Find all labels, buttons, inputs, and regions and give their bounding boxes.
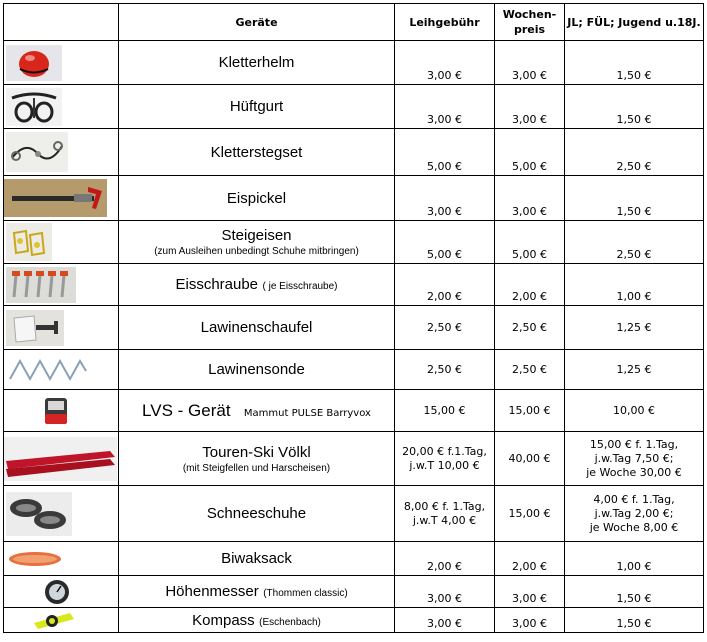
item-note: (zum Ausleihen unbedingt Schuhe mitbringen): [154, 246, 359, 257]
item-name: Kletterstegset: [210, 143, 303, 161]
youth-price-cell: 15,00 € f. 1.Tag, j.w.Tag 7,50 €; je Woche 30,00 €: [565, 432, 704, 486]
fee-cell: 2,50 €: [395, 350, 495, 390]
harness-icon: [4, 85, 119, 129]
youth-price-cell: 2,50 €: [565, 221, 704, 264]
fee-cell: 3,00 €: [395, 576, 495, 608]
week-price-cell: 3,00 €: [495, 176, 565, 221]
week-price-cell: 2,00 €: [495, 264, 565, 306]
avalanche-probe-icon: [4, 350, 119, 390]
youth-price-cell: 1,50 €: [565, 85, 704, 129]
youth-price-cell: 2,50 €: [565, 129, 704, 176]
fee-cell: 8,00 € f. 1.Tag, j.w.T 4,00 €: [395, 486, 495, 542]
table-row: [4, 432, 704, 486]
fee-cell: 3,00 €: [395, 176, 495, 221]
week-price-cell: 5,00 €: [495, 221, 565, 264]
touring-ski-icon: [4, 432, 119, 486]
item-name: Eisschraube: [175, 276, 259, 293]
table-row: [4, 176, 704, 221]
compass-icon: [4, 608, 119, 633]
youth-price-cell: 1,50 €: [565, 41, 704, 85]
table-row: [4, 129, 704, 176]
week-price-cell: 2,50 €: [495, 306, 565, 350]
table-header-row: [4, 4, 704, 41]
youth-price-cell: 4,00 € f. 1.Tag, j.w.Tag 2,00 €; je Woche 8,00 €: [565, 486, 704, 542]
crampons-icon: [4, 221, 119, 264]
table-row: [4, 608, 704, 633]
week-price-cell: 40,00 €: [495, 432, 565, 486]
youth-price-cell: 1,50 €: [565, 576, 704, 608]
week-price-cell: 3,00 €: [495, 85, 565, 129]
week-price-cell: 3,00 €: [495, 576, 565, 608]
item-name: Biwaksack: [221, 550, 292, 567]
header-image: [4, 4, 119, 41]
header-week-price: Wochen- preis: [495, 4, 565, 41]
item-name: Steigeisen: [221, 227, 292, 244]
youth-price-cell: 1,00 €: [565, 542, 704, 576]
fee-cell: 3,00 €: [395, 41, 495, 85]
youth-price-cell: 1,00 €: [565, 264, 704, 306]
item-note: ( je Eisschraube): [262, 281, 338, 292]
fee-cell: 5,00 €: [395, 221, 495, 264]
item-name: Lawinenschaufel: [200, 319, 313, 336]
week-price-cell: 3,00 €: [495, 608, 565, 633]
fee-cell: 3,00 €: [395, 85, 495, 129]
table-row: [4, 264, 704, 306]
rental-price-table: [3, 3, 704, 633]
item-name: Höhenmesser: [165, 583, 259, 600]
week-price-cell: 5,00 €: [495, 129, 565, 176]
youth-price-cell: 1,25 €: [565, 350, 704, 390]
avalanche-beacon-icon: [4, 390, 119, 432]
item-name: Hüftgurt: [229, 98, 284, 115]
item-note: (Eschenbach): [259, 616, 321, 628]
table-row: [4, 221, 704, 264]
table-row: [4, 350, 704, 390]
item-note: Mammut PULSE Barryvox: [243, 407, 371, 419]
fee-cell: 3,00 €: [395, 608, 495, 633]
ice-axe-icon: [4, 176, 119, 221]
youth-price-cell: 1,50 €: [565, 608, 704, 633]
fee-cell: 2,00 €: [395, 264, 495, 306]
fee-cell: 20,00 € f.1.Tag, j.w.T 10,00 €: [395, 432, 495, 486]
week-price-cell: 2,00 €: [495, 542, 565, 576]
header-youth-price: JL; FÜL; Jugend u.18J.: [565, 4, 704, 41]
header-device: Geräte: [119, 4, 395, 41]
youth-price-cell: 1,50 €: [565, 176, 704, 221]
item-note: (mit Steigfellen und Harscheisen): [182, 462, 331, 474]
ice-screws-icon: [4, 264, 119, 306]
snowshoes-icon: [4, 486, 119, 542]
item-name: LVS - Gerät: [142, 400, 231, 420]
table-row: [4, 306, 704, 350]
table-row: [4, 576, 704, 608]
youth-price-cell: 10,00 €: [565, 390, 704, 432]
week-price-cell: 15,00 €: [495, 486, 565, 542]
item-name: Touren-Ski Völkl: [202, 443, 311, 461]
fee-cell: 2,00 €: [395, 542, 495, 576]
table-row: [4, 390, 704, 432]
fee-cell: 2,50 €: [395, 306, 495, 350]
fee-cell: 5,00 €: [395, 129, 495, 176]
item-name: Kompass: [192, 611, 255, 629]
table-row: [4, 486, 704, 542]
helmet-icon: [4, 41, 119, 85]
avalanche-shovel-icon: [4, 306, 119, 350]
item-name: Kletterhelm: [218, 54, 295, 71]
item-note: (Thommen classic): [263, 588, 348, 599]
table-row: [4, 41, 704, 85]
week-price-cell: 15,00 €: [495, 390, 565, 432]
via-ferrata-set-icon: [4, 129, 119, 176]
item-name: Lawinensonde: [208, 361, 305, 378]
header-fee: Leihgebühr: [395, 4, 495, 41]
fee-cell: 15,00 €: [395, 390, 495, 432]
altimeter-icon: [4, 576, 119, 608]
item-name: Eispickel: [226, 189, 287, 207]
youth-price-cell: 1,25 €: [565, 306, 704, 350]
week-price-cell: 3,00 €: [495, 41, 565, 85]
table-row: [4, 85, 704, 129]
table-row: [4, 542, 704, 576]
item-name: Schneeschuhe: [206, 505, 307, 522]
week-price-cell: 2,50 €: [495, 350, 565, 390]
bivouac-sack-icon: [4, 542, 119, 576]
